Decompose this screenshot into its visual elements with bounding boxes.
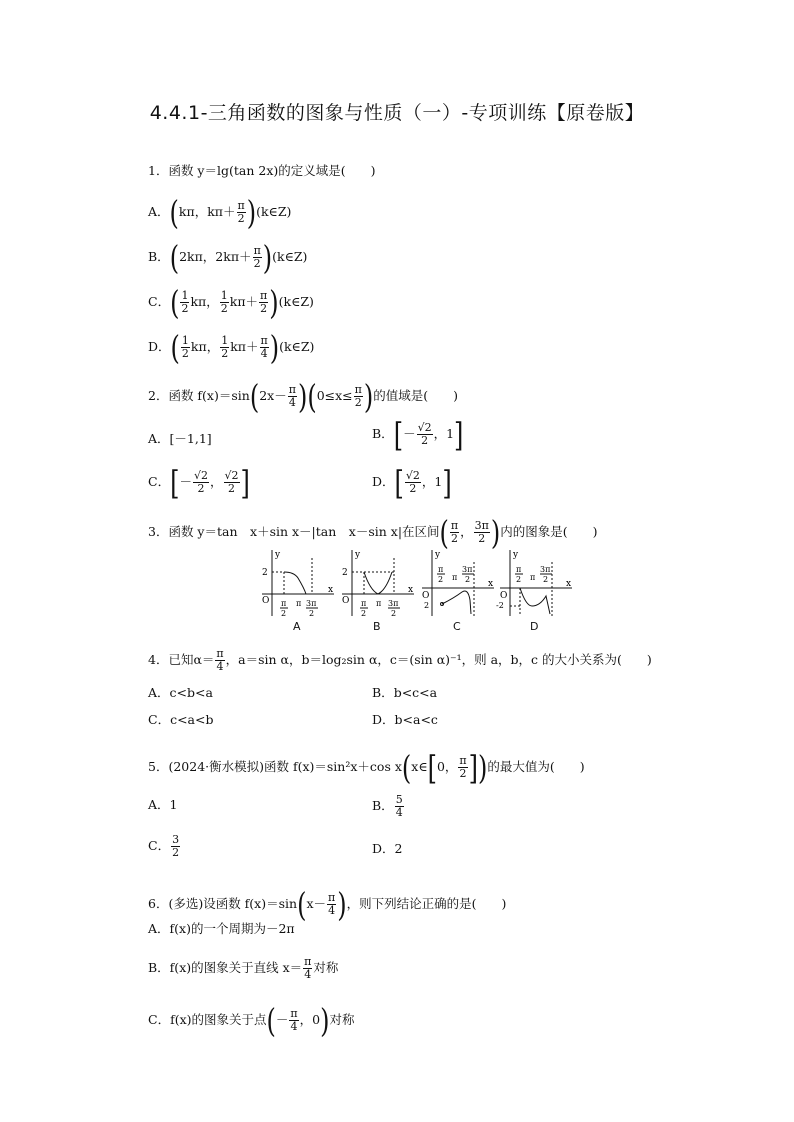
q1-option-b[interactable]: B．(2kπ，2kπ＋ $\frac{\pi}{2}$ )(k∈Z) [148, 238, 308, 277]
svg-text:2: 2 [516, 575, 522, 584]
svg-text:y: y [435, 550, 441, 560]
q4-stem: 4．已知α＝ $\frac{\pi}{4}$ ，a＝sin α，b＝log₂sin α，c＝(sin α)⁻¹，则 a，b，c 的大小关系为( ) [148, 647, 652, 673]
svg-text:2: 2 [543, 575, 549, 584]
svg-text:-2: -2 [496, 601, 504, 610]
svg-text:y: y [275, 550, 281, 560]
svg-text:3π: 3π [462, 565, 473, 574]
q3-graph-d-label: D [530, 620, 539, 633]
q6-option-c[interactable]: C．f(x)的图象关于点(－ $\frac{\pi}{4}$ ，0)对称 [148, 1001, 355, 1040]
q3-graph-a-label: A [293, 620, 301, 633]
q3-graph-c-label: C [453, 620, 461, 633]
q3-graph-b-label: B [373, 620, 381, 633]
svg-text:O: O [500, 591, 508, 601]
svg-text:2: 2 [438, 575, 444, 584]
q4-option-a[interactable]: A．c<b<a [148, 685, 213, 700]
svg-text:2: 2 [465, 575, 471, 584]
q1-option-a[interactable]: A．(kπ，kπ＋ $\frac{\pi}{2}$ )(k∈Z) [148, 193, 292, 232]
svg-text:3π: 3π [306, 599, 317, 608]
q3-stem: 3．函数 y＝tan x＋sin x－|tan x－sin x|在区间( $\frac{\pi}{2}$ ， $\frac{3\pi}{2}$ )内的图象是( ) [148, 513, 598, 552]
svg-text:x: x [408, 585, 414, 595]
svg-text:x: x [328, 585, 334, 595]
q2-option-b[interactable]: B．[－ $\frac{√2}{2}$ ，1] [372, 415, 464, 454]
q1-option-c[interactable]: C．( $\frac{1}{2}$ kπ， $\frac{1}{2}$ kπ＋ $\frac{\pi}{2}$ )(k∈Z) [148, 283, 314, 322]
svg-text:2: 2 [342, 568, 348, 578]
svg-text:O: O [342, 596, 350, 606]
q6-option-b[interactable]: B．f(x)的图象关于直线 x＝ $\frac{\pi}{4}$ 对称 [148, 955, 339, 981]
q4-option-c[interactable]: C．c<a<b [148, 712, 214, 727]
q6-stem: 6．(多选)设函数 f(x)＝sin(x－ $\frac{\pi}{4}$ )，则下列结论正确的是( ) [148, 885, 507, 924]
svg-text:π: π [361, 599, 367, 608]
q5-option-c[interactable]: C． $\frac{3}{2}$ [148, 833, 180, 859]
svg-text:2: 2 [262, 568, 268, 578]
svg-text:2: 2 [391, 609, 397, 618]
q2-option-c[interactable]: C．[－ $\frac{√2}{2}$ ， $\frac{√2}{2}$ ] [148, 463, 250, 502]
document-title: 4.4.1-三角函数的图象与性质（一）-专项训练【原卷版】 [149, 102, 645, 124]
svg-text:π: π [296, 599, 302, 608]
svg-text:2: 2 [281, 609, 287, 618]
q5-option-a[interactable]: A．1 [148, 797, 178, 812]
q3-graph-b[interactable] [338, 548, 416, 618]
svg-text:y: y [355, 550, 361, 560]
q3-graph-d[interactable] [496, 548, 574, 618]
svg-text:x: x [566, 579, 572, 589]
q5-stem: 5．(2024·衡水模拟)函数 f(x)＝sin²x＋cos x(x∈[0， $\frac{\pi}{2}$ ])的最大值为( ) [148, 748, 585, 787]
svg-text:2: 2 [309, 609, 315, 618]
svg-text:x: x [488, 579, 494, 589]
q4-option-b[interactable]: B．b<c<a [372, 685, 438, 700]
q3-graph-a[interactable] [258, 548, 336, 618]
q2-option-d[interactable]: D．[ $\frac{√2}{2}$ ，1] [372, 463, 452, 502]
q2-option-a[interactable]: A．[－1,1] [148, 431, 212, 446]
svg-text:2: 2 [424, 601, 430, 610]
svg-text:π: π [376, 599, 382, 608]
svg-text:π: π [438, 565, 444, 574]
svg-text:2: 2 [361, 609, 367, 618]
svg-text:π: π [281, 599, 287, 608]
svg-text:π: π [516, 565, 522, 574]
q1-option-d[interactable]: D．( $\frac{1}{2}$ kπ， $\frac{1}{2}$ kπ＋ $\frac{\pi}{4}$ )(k∈Z) [148, 328, 315, 367]
svg-text:y: y [513, 550, 519, 560]
q2-stem: 2．函数 f(x)＝sin(2x－ $\frac{\pi}{4}$ )(0≤x≤ $\frac{\pi}{2}$ )的值域是( ) [148, 377, 459, 416]
svg-text:O: O [262, 596, 270, 606]
svg-text:3π: 3π [540, 565, 551, 574]
svg-text:π: π [452, 573, 458, 582]
svg-text:3π: 3π [388, 599, 399, 608]
svg-text:π: π [530, 573, 536, 582]
q1-stem: 1．函数 y＝lg(tan 2x)的定义域是( ) [148, 163, 376, 178]
q5-option-d[interactable]: D．2 [372, 841, 403, 856]
q6-option-a[interactable]: A．f(x)的一个周期为－2π [148, 921, 295, 936]
q4-option-d[interactable]: D．b<a<c [372, 712, 438, 727]
q3-graph-c[interactable] [418, 548, 496, 618]
q5-option-b[interactable]: B． $\frac{5}{4}$ [372, 793, 403, 819]
svg-text:O: O [422, 591, 430, 601]
